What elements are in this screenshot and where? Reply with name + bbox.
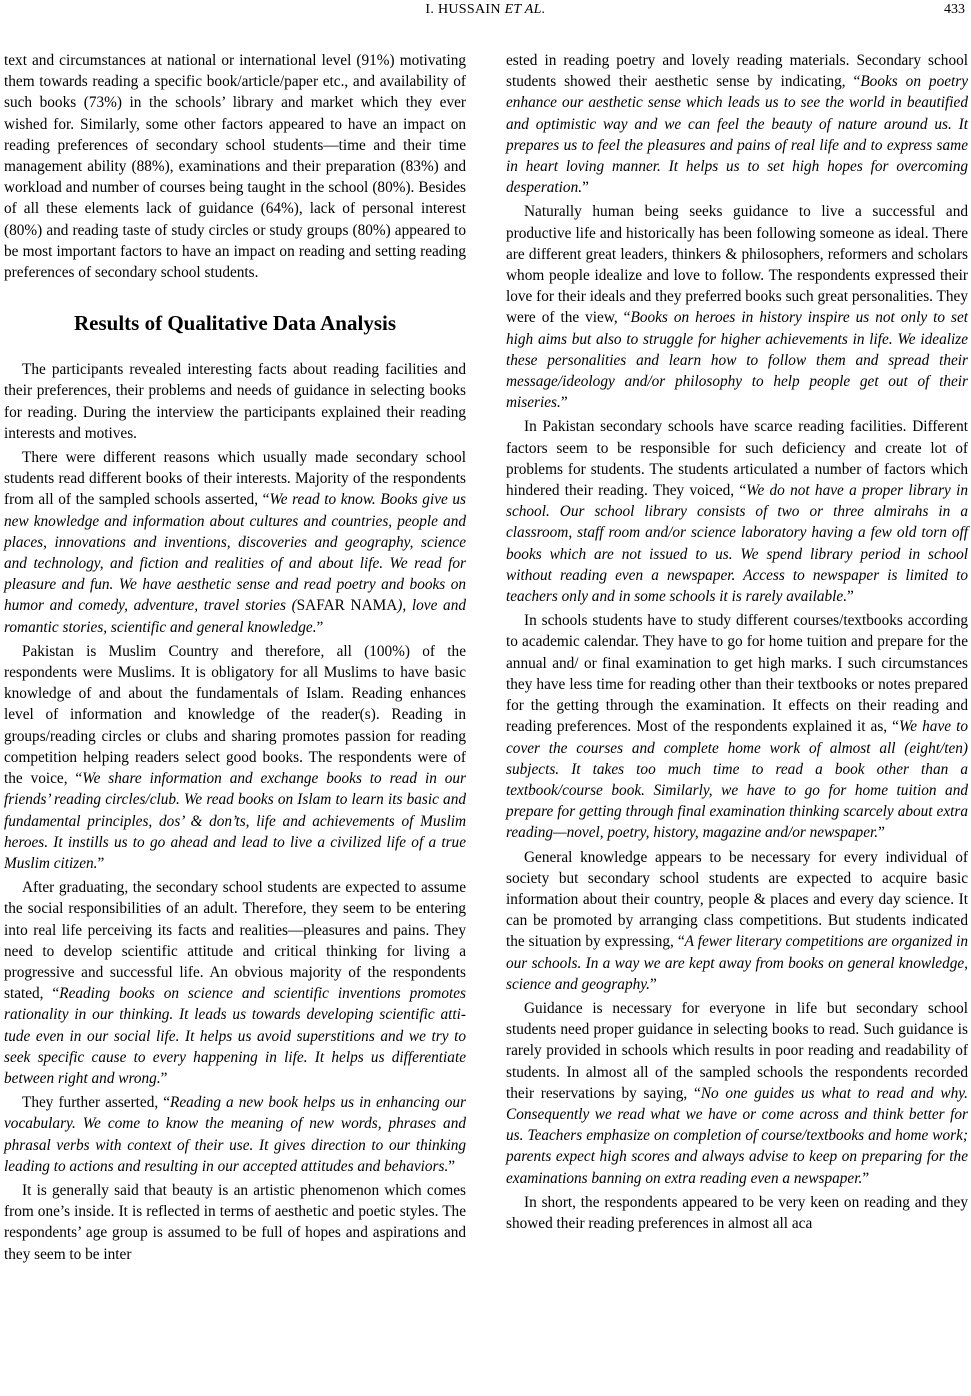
paragraph-text: Guidance is necessary for everyone in life but secondary school students need proper guidance in selecting books to read. Such guidance is rarely provided in schools which results in poor reading and readability of students. In almost all of the sampled schools the respondents recorded their reservations by saying, “ [506,999,968,1102]
quote-text: Books on poetry enhance our aesthetic sense which leads us to see the world in beautified and optimistic way and we can feel the beauty of nature around us. It prepares us to feel the pleasures and pains of real life and to express same in heart loving manner. It helps us to set high hopes for overcoming desperation. [506,73,968,197]
paragraph [506,610,968,843]
paragraph: It is generally said that beauty is an artistic phenomenon which comes from one’s inside. It is reflected in terms of aesthetic and poetic styles. The respondents’ age group is assumed to be full of hopes and aspirations and they seem to be inter [4,1181,466,1263]
section-heading: Results of Qualitative Data Analysis [73,311,396,336]
paragraph-text: ” [448,1157,456,1175]
paragraph-text: ” [582,179,589,197]
paragraph-text: ested in reading poetry and lovely reading materials. Secondary school students showed their aesthetic sense by indicating, “ [506,52,968,91]
paragraph [4,877,466,1089]
paragraph-text: ” [847,588,854,606]
paragraph-text: ” [97,854,105,872]
paragraph-text: There were different reasons which usually made secondary school students read different books of their interests. Majority of the respondents from all of the sampled schools asserted, “ [4,449,466,509]
paragraph-text: ” [160,1069,168,1087]
left-column [4,50,466,1265]
right-column [506,50,968,1234]
paragraph-text: Naturally human being seeks guidance to live a successful and productive life and historically has been following someone as ideal. There are different great leaders, thinkers & philosophers, reformers and scholars whom people idealize and love to follow. The respondents expressed their love for their ideals and they preferred books such great personalities. They were of the view, “ [506,203,968,327]
running-header [0,0,971,28]
paragraph [4,1092,466,1177]
paragraph-text: SAFAR NAMA [296,597,398,615]
quote-text: We share information and exchange books to read in our friends’ reading circles/club. We read books on Islam to learn its basic and fundamental principles, dos’ & don’ts, life and achievements of Muslim heroes. It instills us to go ahead and lead to live a civilized life of a true Muslim citizen. [4,770,467,872]
paragraph [506,201,968,413]
paragraph: In short, the respondents appeared to be very keen on reading and they showed their reading preferences in almost all aca [506,1193,968,1232]
paragraph [506,50,968,198]
quote-text: We read to know. Books give us new knowledge and information about cultures and countries, people and places, innovations and inventions, discoveries and geography, science and technology, and fiction and realities of and about life. We read for pleasure and fun. We have aesthetic sense and read poetry and books on humor and comedy, adventure, travel stories ( [4,491,466,615]
quote-text: No one guides us what to read and why. Consequently we read what we have or come across and think better for us. Teachers emphasize on completion of course/textbooks and home work; parents expect high scores and always advise to keep on preparing for the examinations banning on extra reading even a newspaper. [506,1084,968,1187]
quote-text: A fewer literary competitions are organized in our schools. In a way we are kept away from books on general knowledge, science and geography. [506,933,968,993]
page-number: 433 [944,2,965,17]
paragraph: The participants revealed interesting facts about reading facilities and their preferences, their problems and needs of guidance in selecting books for reading. During the interview the participants explained their reading interests and motives. [4,361,466,442]
paragraph [4,641,466,874]
quote-text: Reading a new book helps us in enhancing our vocabulary. We come to know the meaning of new words, phrases and phrasal verbs with context of their use. It gives direction to our thinking leading to actions and resulting in our accepted attitudes and behaviors. [4,1094,466,1175]
paragraph [506,847,968,995]
author-name: I. HUSSAIN [425,2,501,17]
paragraph [506,416,968,607]
paragraph-text: In schools students have to study different courses/textbooks according to academic calendar. They have to go for home tuition and prepare for the annual and/ or final examination to get high marks. I such circumstances they have less time for reading other than their textbooks or notes prepared for the getting through the examination. It effects on their reading and reading preferences. Most of the respondents explained it as, “ [506,612,968,736]
paragraph-text: General knowledge appears to be necessary for every individual of society but secondary school students are expected to acquire basic information about their country, people & places and every day science. It can be promoted by arranging class competitions. But students indicated the situation by expressing, “ [506,848,968,951]
paragraph-text: In Pakistan secondary schools have scarce reading facilities. Different factors seem to be responsible for such deficiency and create lot of problems for students. The students articulated a number of factors which hindered their reading. They voiced, “ [506,418,968,500]
paragraph-text: ” [878,824,885,842]
paragraph [506,998,968,1189]
running-head-author [0,3,971,17]
quote-text: ), love and romantic stories, scientific and general knowledge. [4,597,466,636]
quote-text: We do not have a proper library in school. Our school library consists of two or three almirahs in a classroom, staff room and/or science laboratory having a few old torn off books which are not issued to us. We spend library period in school without reading even a newspaper. Access to newspaper is limited to teachers only and in some schools it is rarely available. [506,482,968,606]
paragraph-text: ” [650,975,657,993]
et-al: ET AL. [504,2,546,17]
paragraph-text: Pakistan is Muslim Country and therefore, all (100%) of the respondents were Muslims. It is obligatory for all Muslims to have basic knowledge of and about the fundamentals of Islam. Reading enhances level of information and knowledge of the reader(s). Reading in groups/reading circles or clubs and sharing promotes passion for reading competition helping readers select good books. The respondents were of the voice, “ [4,642,466,788]
paragraph-text: ” [560,394,568,412]
paragraph-text: ” [862,1169,870,1187]
paragraph: text and circumstances at national or international level (91%) motivating them towards reading a specific book/article/paper etc., and availability of such books (73%) in the schools’ library and market which they ever wished for. Similarly, some other factors appeared to have an impact on reading preferences of secondary school students—time and their time management ability (88%), examinations and their preparation (83%) and workload and number of courses being taught in the school (80%). Besides of all these elements lack of guidance (64%), lack of personal interest (80%) and reading taste of study circles or study groups (80%) appeared to be most important factors to have an impact on reading and setting reading preferences of secondary school students. [4,52,466,282]
paragraph-text: ” [316,618,324,636]
paragraph-text: They further asserted, “ [22,1094,171,1112]
quote-text: Reading books on science and scientific inventions promotes rationality in our thinking. It leads us towards developing scientific attitude even in our social life. It helps us avoid superstitions and we try to seek specific cause to every happening in life. It helps us differentiate between right and wrong. [4,985,466,1087]
paragraph-text: After graduating, the secondary school students are expected to assume the social responsibilities of an adult. Therefore, they seem to be entering into real life perceiving its facts and realities—pleasures and pains. They need to develop scientific attitude and critical thinking for living a progressive and successful life. An obvious majority of the respondents stated, “ [4,879,466,1003]
quote-text: We have to cover the courses and complete home work of almost all (eight/ten) subjects. It takes too much time to read a book other than a textbook/course book. Similarly, we have to go for home tuition and prepare for getting through final examination thinking scarcely about extra reading—novel, poetry, history, magazine and/or newspaper. [506,718,968,842]
paragraph [4,447,466,638]
quote-text: Books on heroes in history inspire us not only to set high aims but also to struggle for higher achievements in life. We idealize these personalities and learn how to follow them and spread their message/ideology and/or philosophy to help people get out of their miseries. [506,309,968,412]
